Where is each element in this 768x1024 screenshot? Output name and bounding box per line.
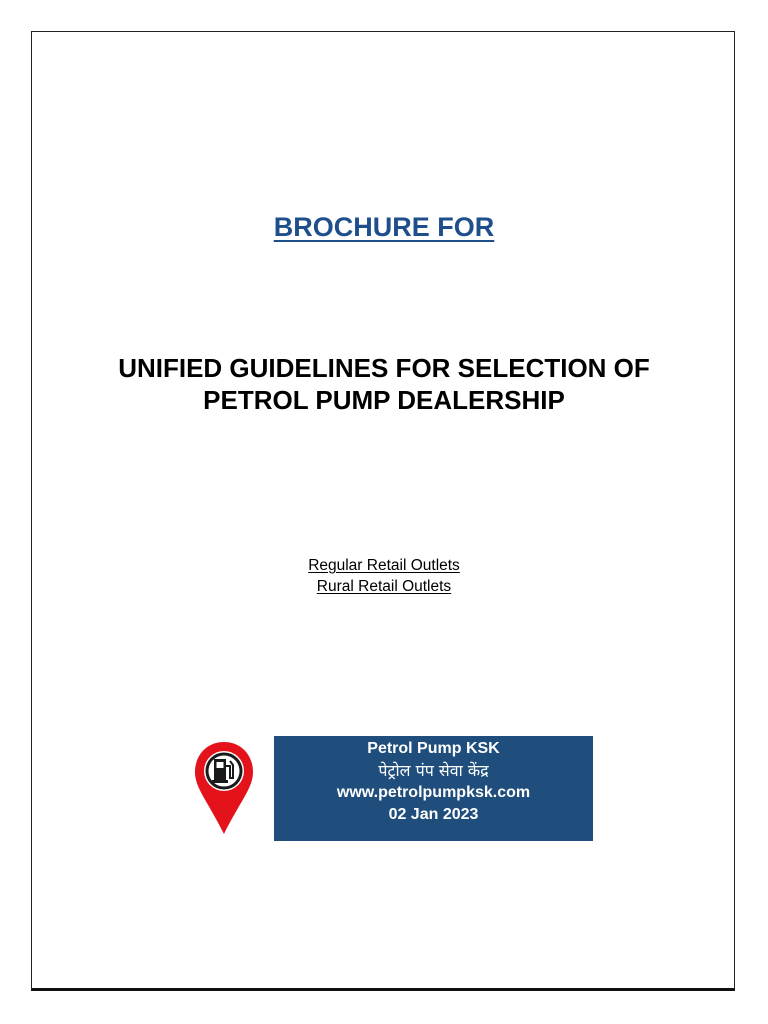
brand-name-hindi: पेट्रोल पंप सेवा केंद्र — [378, 761, 489, 780]
document-title — [0, 352, 768, 416]
brand-name: Petrol Pump KSK — [367, 740, 500, 757]
branding-box — [274, 736, 593, 841]
title-line-2: PETROL PUMP DEALERSHIP — [203, 385, 565, 415]
page-border — [31, 31, 735, 991]
brochure-heading: BROCHURE FOR — [273, 212, 495, 242]
title-line-1: UNIFIED GUIDELINES FOR SELECTION OF — [118, 353, 650, 383]
website-link[interactable]: www.petrolpumpksk.com — [336, 784, 531, 801]
outlet-type-regular: Regular Retail Outlets — [308, 557, 460, 574]
outlet-type-rural: Rural Retail Outlets — [316, 578, 452, 595]
publication-date: 02 Jan 2023 — [388, 806, 479, 823]
fuel-pump-location-pin-icon — [193, 740, 255, 836]
outlet-types-list — [0, 555, 768, 597]
